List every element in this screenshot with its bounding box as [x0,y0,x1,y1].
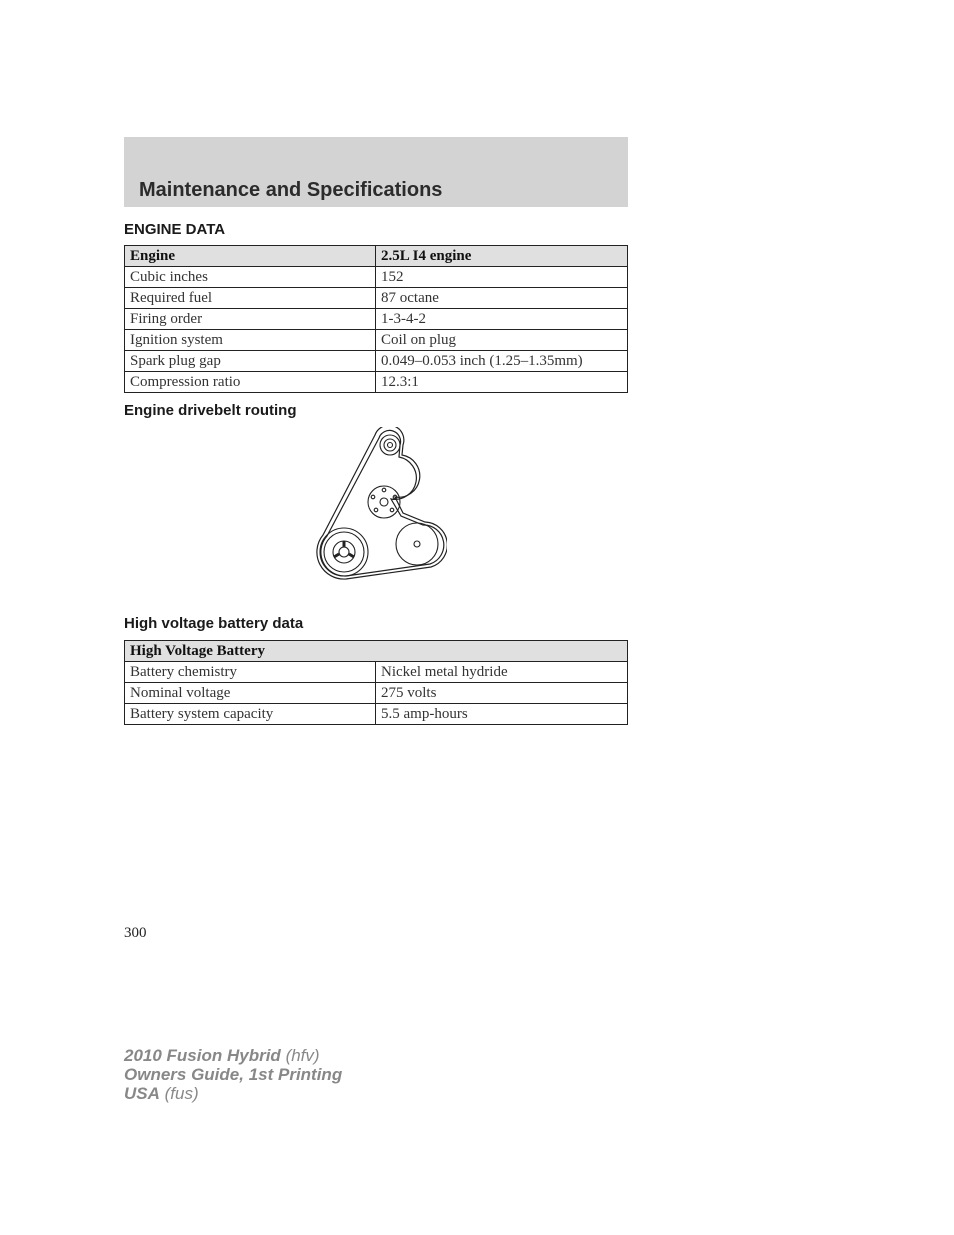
spec-label: Required fuel [125,288,376,309]
footer-market-code: (fus) [164,1084,199,1103]
spec-value: Nickel metal hydride [376,662,628,683]
footer-model: 2010 Fusion Hybrid [124,1046,281,1065]
spec-label: Firing order [125,309,376,330]
table-row [125,704,628,725]
footer-line-3 [124,1084,342,1103]
footer-model-code: (hfv) [285,1046,320,1065]
spec-value: 87 octane [376,288,628,309]
pulley-middle [368,486,400,518]
spec-value: 0.049–0.053 inch (1.25–1.35mm) [376,351,628,372]
table-row [125,330,628,351]
spec-label: Battery chemistry [125,662,376,683]
spec-label: Cubic inches [125,267,376,288]
spec-value: 1-3-4-2 [376,309,628,330]
page-number: 300 [124,925,147,941]
spec-value: 12.3:1 [376,372,628,393]
table-row [125,288,628,309]
battery-heading: High voltage battery data [124,615,304,632]
spec-label: Spark plug gap [125,351,376,372]
spec-value: 275 volts [376,683,628,704]
spec-label: Nominal voltage [125,683,376,704]
crankshaft-pulley [320,528,368,576]
engine-data-table [124,245,628,393]
table-header-row [125,641,628,662]
battery-data-table [124,640,628,725]
spec-label: Ignition system [125,330,376,351]
spec-label: Battery system capacity [125,704,376,725]
table-row [125,372,628,393]
column-header: 2.5L I4 engine [376,246,628,267]
spec-label: Compression ratio [125,372,376,393]
footer-printing: Owners Guide, 1st Printing [124,1065,343,1084]
spec-value: 5.5 amp-hours [376,704,628,725]
page-title: Maintenance and Specifications [139,179,443,201]
table-row [125,309,628,330]
table-row [125,662,628,683]
section-header-band [124,137,628,207]
document-footer [124,1046,342,1103]
footer-market: USA [124,1084,160,1103]
drivebelt-heading: Engine drivebelt routing [124,402,297,419]
footer-line-2 [124,1065,342,1084]
table-row [125,351,628,372]
table-row [125,267,628,288]
column-header: High Voltage Battery [125,641,628,662]
pulley-right [396,523,438,565]
drivebelt-routing-diagram [313,427,447,583]
table-header-row [125,246,628,267]
column-header: Engine [125,246,376,267]
spec-value: Coil on plug [376,330,628,351]
engine-data-heading: ENGINE DATA [124,221,226,238]
spec-value: 152 [376,267,628,288]
table-row [125,683,628,704]
footer-line-1 [124,1046,342,1065]
idler-pulley-top [380,435,400,455]
